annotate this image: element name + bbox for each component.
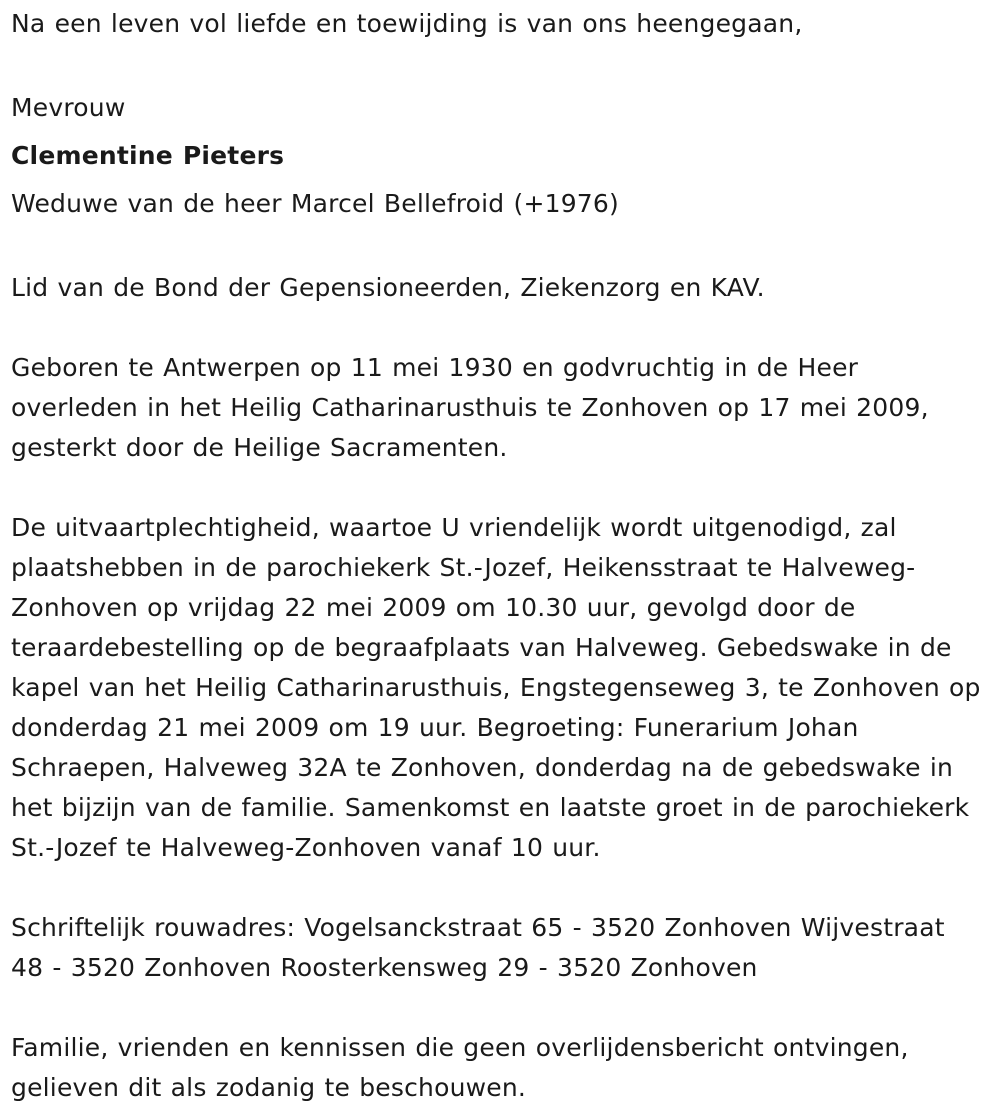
closing-paragraph: Familie, vrienden en kennissen die geen overlijdensbericht ontvingen, gelieven dit als zodanig te beschouwen. [11,1033,909,1102]
honorific: Mevrouw [11,93,126,122]
birth-death-paragraph: Geboren te Antwerpen op 11 mei 1930 en godvruchtig in de Heer overleden in het Heilig Catharinarusthuis te Zonhoven op 17 mei 2009, gesterkt door de Heilige Sacramenten. [11,353,929,462]
death-notice [11,4,986,1108]
funeral-paragraph: De uitvaartplechtigheid, waartoe U vriendelijk wordt uitgenodigd, zal plaatshebben in de parochiekerk St.-Jozef, Heikensstraat te Halveweg-Zonhoven op vrijdag 22 mei 2009 om 10.30 uur, gevolgd door de teraardebestelling op de begraafplaats van Halveweg. Gebedswake in de kapel van het Heilig Catharinarusthuis, Engstegenseweg 3, te Zonhoven op donderdag 21 mei 2009 om 19 uur. Begroeting: Funerarium Johan Schraepen, Halveweg 32A te Zonhoven, donderdag na de gebedswake in het bijzijn van de familie. Samenkomst en laatste groet in de parochiekerk St.-Jozef te Halveweg-Zonhoven vanaf 10 uur. [11,513,981,862]
deceased-name: Clementine Pieters [11,141,285,170]
condolence-address: Schriftelijk rouwadres: Vogelsanckstraat 65 - 3520 Zonhoven Wijvestraat 48 - 3520 Zonhoven Roosterkensweg 29 - 3520 Zonhoven [11,913,945,982]
spouse-line: Weduwe van de heer Marcel Bellefroid (+1976) [11,189,619,218]
intro-text: Na een leven vol liefde en toewijding is van ons heengegaan, [11,9,803,38]
membership-text: Lid van de Bond der Gepensioneerden, Ziekenzorg en KAV. [11,273,765,302]
